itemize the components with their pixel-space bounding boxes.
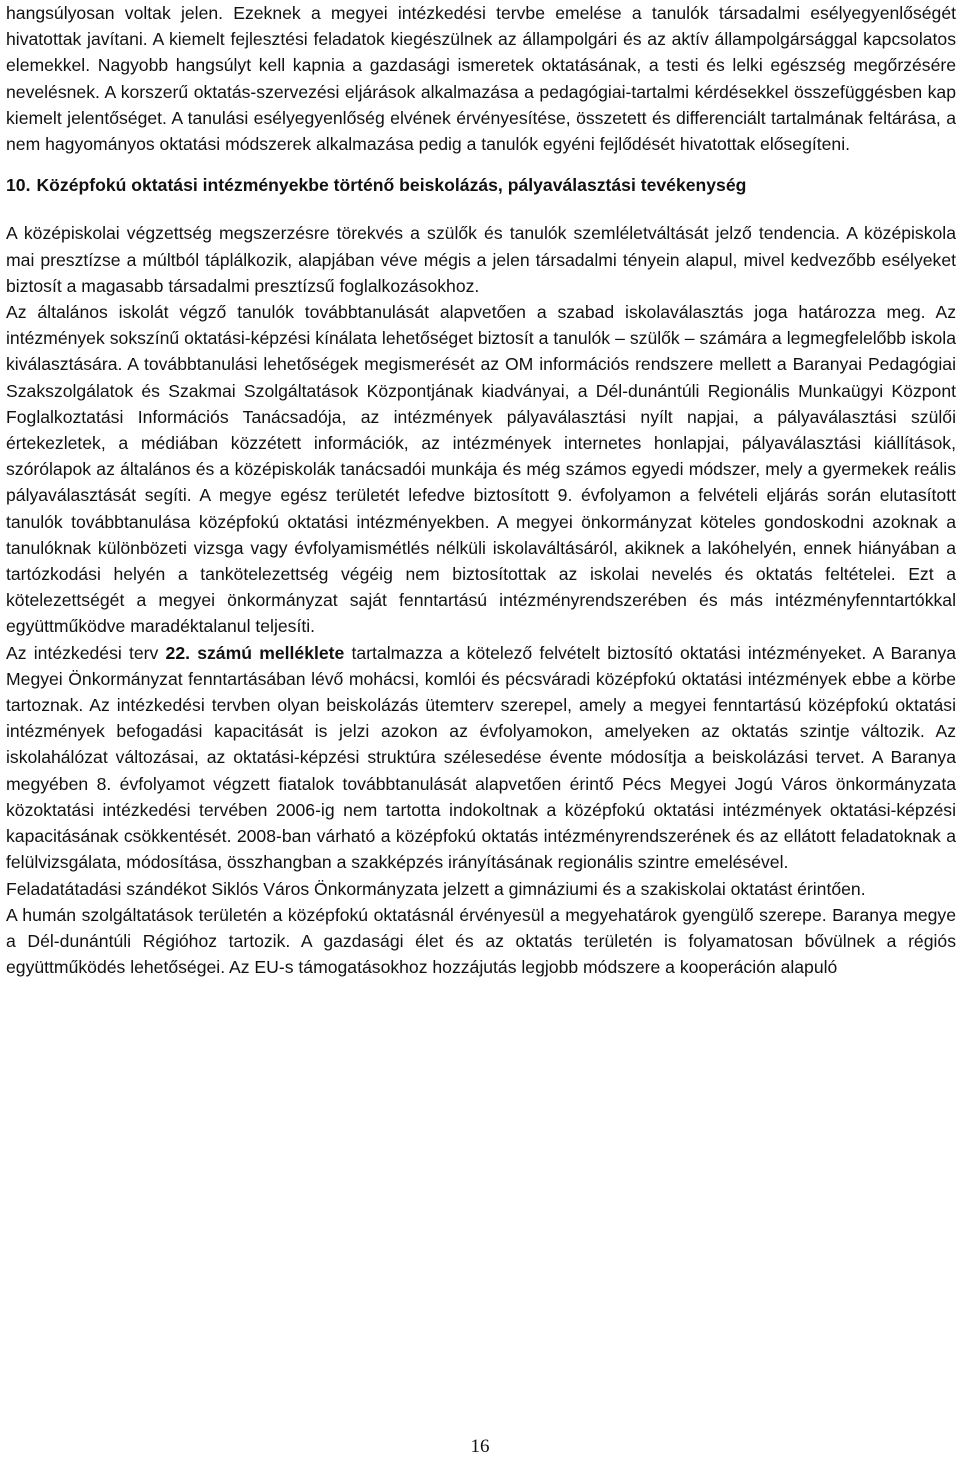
annex-text-after: tartalmazza a kötelező felvételt biztosító oktatási intézményeket. A Baranya Megyei Önkormányzat fenntartásában lévő mohácsi, komlói és pécsváradi középfokú oktatási intézmények ebbe a körbe tartoznak. Az intézkedési tervben olyan beiskolázás ütemterv szerepel, amely a megyei fenntartású középfokú oktatási intézmények befogadási kapacitását is jelzi azokon az évfolyamokon, amelyeken az oktatás szintje változik. Az iskolahálózat változásai, az oktatási-képzési struktúra szélesedése évente módosítja a beiskolázási tervet. A Baranya megyében 8. évfolyamot végzett fiatalok továbbtanulását alapvetően érintő Pécs Megyei Jogú Város önkormányzata közoktatási intézkedési tervében 2006-ig nem tartotta indokoltnak a középfokú oktatási intézmények oktatási-képzési kapacitásának csökkentését. 2008-ban várható a középfokú oktatás intézményrendszerének és az ellátott feladatoknak a felülvizsgálata, módosítása, összhangban a szakképzés irányításának regionális szintre emelésével.: [6, 642, 956, 873]
annex-text-before: Az intézkedési terv: [6, 642, 166, 663]
section-heading: [6, 172, 956, 198]
body-paragraph-2: Az általános iskolát végző tanulók továbbtanulását alapvetően a szabad iskolaválasztás joga határozza meg. Az intézmények sokszínű oktatási-képzési kínálata lehetőséget biztosít a tanulók – szülők – számára a legmegfelelőbb iskola kiválasztására. A továbbtanulási lehetőségek megismerését az OM információs rendszere mellett a Baranyai Pedagógiai Szakszolgálatok és Szakmai Szolgáltatások Központjának kiadványai, a Dél-dunántúli Regionális Munkaügyi Központ Foglalkoztatási Információs Tanácsadója, az intézmények pályaválasztási nyílt napjai, a pályaválasztási szülői értekezletek, a médiában közzétett információk, az intézmények internetes honlapjai, pályaválasztási kiállítások, szórólapok az általános és a középiskolák tanácsadói munkája és még számos egyedi módszer, mely a gyermekek reális pályaválasztását segíti. A megye egész területét lefedve biztosított 9. évfolyamon a felvételi eljárás során elutasított tanulók továbbtanulása középfokú oktatási intézményekben. A megyei önkormányzat köteles gondoskodni azoknak a tanulóknak különbözeti vizsga vagy évfolyamismétlés nélküli iskolaváltásáról, akiknek a lakóhelyén, ennek hiányában a tartózkodási helyén a tankötelezettség végéig nem biztosítottak az iskolai nevelés és oktatás feltételei. Ezt a kötelezettségét a megyei önkormányzat saját fenntartású intézményrendszerében és más intézményfenntartókkal együttműködve maradéktalanul teljesíti.: [6, 302, 956, 637]
section-title: Középfokú oktatási intézményekbe történő beiskolázás, pályaválasztási tevékenység: [36, 175, 747, 196]
annex-paragraph: [6, 640, 956, 876]
body-paragraph-1: A középiskolai végzettség megszerzésre törekvés a szülők és tanulók szemléletváltását jelző tendencia. A középiskola mai presztízse a múltból táplálkozik, alapjában véve mégis a jelen társadalmi tényein alapul, mivel kedvezőbb esélyeket biztosít a magasabb társadalmi presztízsű foglalkozásokhoz.: [6, 223, 956, 296]
closing-paragraph-2: A humán szolgáltatások területén a középfokú oktatásnál érvényesül a megyehatárok gyengülő szerepe. Baranya megye a Dél-dunántúli Régióhoz tartozik. A gazdasági élet és az oktatás területén is folyamatosan bővülnek a régiós együttműködés lehetőségei. Az EU-s támogatásokhoz hozzájutás legjobb módszere a kooperáción alapuló: [6, 904, 956, 978]
document-page: [6, 0, 956, 980]
annex-reference: 22. számú melléklete: [165, 642, 345, 663]
page-number: 16: [470, 1436, 490, 1457]
closing-paragraph-1: Feladatátadási szándékot Siklós Város Önkormányzata jelzett a gimnáziumi és a szakiskolai oktatást érintően.: [6, 878, 866, 899]
section-number: 10.: [6, 175, 31, 196]
intro-paragraph: hangsúlyosan voltak jelen. Ezeknek a megyei intézkedési tervbe emelése a tanulók társadalmi esélyegyenlőségét hivatottak javítani. A kiemelt fejlesztési feladatok kiegészülnek az állampolgári és az aktív állampolgársággal kapcsolatos elemekkel. Nagyobb hangsúlyt kell kapnia a gazdasági ismeretek oktatásának, a testi és lelki egészség megőrzésére nevelésnek. A korszerű oktatás-szervezési eljárások alkalmazása a pedagógiai-tartalmi kérdésekkel összefüggésben kap kiemelt jelentőséget. A tanulási esélyegyenlőség elvének érvényesítése, összetett és differenciált tartalmának feltárása, a nem hagyományos oktatási módszerek alkalmazása pedig a tanulók egyéni fejlődését hivatottak elősegíteni.: [6, 3, 956, 155]
